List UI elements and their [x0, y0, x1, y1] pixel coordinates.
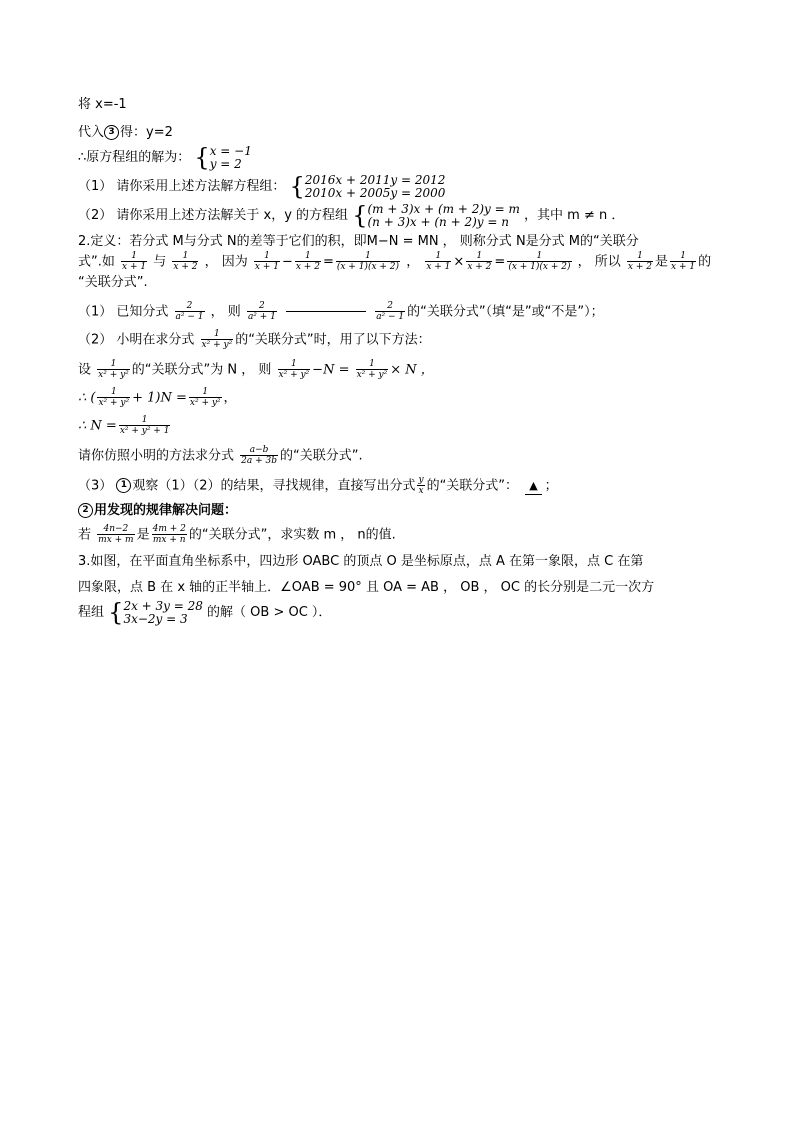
text: 的解（ OB > OC ）． [207, 605, 332, 621]
fraction: $\frac{1}{x + 1}$ [671, 251, 696, 273]
fraction: $\frac{1}{\text{x² + y²}}$ [98, 386, 130, 408]
text-line [78, 274, 728, 292]
text: 2.定义：若分式 M与分式 N的差等于它们的积，即M−N = MN ， 则称分式 N是分式 M的“关联分 [78, 233, 639, 249]
question-line [78, 476, 728, 496]
text: 的“关联分式”为 N ， 则 [131, 362, 272, 378]
fraction: $\frac{1}{\text{x² + y² + 1}}$ [119, 414, 170, 436]
question-line [78, 302, 728, 322]
equation: (m + 3)x + (m + 2)y = m [367, 202, 520, 217]
text: − [281, 254, 293, 270]
text: 将 x=-1 [78, 97, 127, 112]
equation: x = −1 [209, 144, 252, 159]
text: 式”.如 [78, 254, 115, 270]
text: “关联分式”. [78, 275, 148, 291]
text-line [78, 360, 728, 380]
fraction: $\frac{4m + 2}{mx + n}$ [152, 524, 186, 546]
text: 的“关联分式”. [280, 448, 363, 464]
text: ， 因为 [204, 254, 248, 270]
fraction: $\frac{a-b}{2a + 3b}$ [241, 444, 277, 466]
equation: y = 2 [209, 156, 242, 171]
question-line [78, 202, 728, 231]
equation: 2010x + 2005y = 2000 [304, 185, 446, 200]
text-line [78, 446, 728, 466]
fraction: $\frac{1}{\text{x² + y²}}$ [356, 358, 388, 380]
brace-icon: { [289, 172, 305, 201]
text-line [78, 252, 728, 272]
fraction: $\frac{1}{\text{x² + y²}}$ [278, 358, 310, 380]
text: 观察（1）（2）的结果，寻找规律，直接写出分式 [132, 478, 416, 494]
text: ， [223, 390, 237, 406]
text: 得：y=2 [120, 124, 173, 140]
fraction: $\frac{1}{(x + 1)(x + 2)}$ [336, 251, 400, 273]
equation-system [290, 174, 446, 199]
text: （1） 已知分式 [78, 304, 169, 320]
text-line [78, 96, 728, 114]
text: 若 [78, 527, 92, 543]
text: ， [406, 254, 420, 270]
text-line [78, 416, 728, 436]
text: 的“关联分式”，求实数 m ， n的值. [188, 527, 396, 543]
text: ， 则 [210, 304, 241, 320]
document-page [78, 96, 728, 627]
fraction: $\frac{1}{\text{x² + y²}}$ [98, 358, 129, 380]
equation-system [194, 145, 251, 170]
math-text: + 1)N = [132, 390, 187, 406]
math-text: ∴ N = [78, 418, 117, 434]
text: 设 [78, 362, 92, 378]
fraction: $\frac{2}{\text{a² − 1}}$ [376, 300, 405, 322]
fraction: $\frac{1}{x + 2}$ [627, 251, 652, 273]
math-text: × N ， [390, 362, 434, 378]
text: （2） 请你采用上述方法解关于 x，y 的方程组 [78, 208, 349, 224]
fraction: $\frac{4n-2}{mx + m}$ [98, 524, 134, 546]
equation-system [108, 600, 203, 625]
fraction: $\frac{1}{(x + 1)(x + 2)}$ [508, 251, 571, 273]
text: 与 [153, 254, 167, 270]
text: 的“关联分式”时，用了以下方法： [235, 332, 431, 348]
equation: 3x−2y = 3 [123, 611, 188, 626]
text: 的“关联分式”（填“是”或“不是”）； [407, 304, 604, 320]
text-line [78, 579, 728, 597]
text: 的“关联分式”： [426, 478, 519, 494]
math-text: −N = [312, 362, 350, 378]
fraction: $\frac{1}{x + 2}$ [467, 251, 492, 273]
question-line [78, 330, 728, 350]
brace-icon: { [108, 598, 124, 627]
fraction: $\frac{2}{\text{a² − 1}}$ [175, 300, 204, 322]
brace-icon: { [352, 202, 368, 231]
text-line [78, 600, 728, 625]
text: 的 [698, 254, 712, 270]
fraction: $\frac{1}{\text{x² + y²}}$ [201, 328, 233, 350]
text-line [78, 233, 728, 251]
text: 用发现的规律解决问题： [94, 502, 238, 518]
text: （1） 请你采用上述方法解方程组： [78, 179, 286, 195]
circled-number: 3 [104, 125, 119, 140]
fraction: $\frac{1}{x + 1}$ [254, 251, 279, 273]
text: （3） [78, 478, 113, 494]
answer-blank[interactable]: ▲ [525, 479, 541, 495]
math-text: ∴ ( [78, 390, 96, 406]
text: = [322, 254, 334, 270]
text: 是 [655, 254, 669, 270]
text: × [453, 254, 465, 270]
question-line [78, 174, 728, 199]
text-line [78, 145, 728, 170]
text-line [78, 553, 728, 571]
text-line [78, 388, 728, 408]
fraction: $\frac{1}{x + 2}$ [295, 251, 320, 273]
text: ， 所以 [577, 254, 621, 270]
text: 请你仿照小明的方法求分式 [78, 448, 235, 464]
fraction: $\frac{1}{\text{x² + y²}}$ [189, 386, 221, 408]
text-line [78, 502, 728, 520]
circled-number: 1 [116, 478, 131, 493]
fraction: $\frac{1}{x + 2}$ [173, 251, 198, 273]
text: ∴原方程组的解为： [78, 150, 191, 166]
text: 3.如图，在平面直角坐标系中，四边形 OABC 的顶点 O 是坐标原点，点 A 在第一象限，点 C 在第 [78, 554, 644, 570]
text: 四象限，点 B 在 x 轴的正半轴上．∠OAB = 90° 且 OA = AB ， OB ， OC 的长分别是二元一次方 [78, 579, 655, 595]
equation-system [352, 202, 520, 231]
equation: (n + 3)x + (n + 2)y = n [367, 215, 509, 230]
text: ； [544, 478, 558, 494]
text: ，其中 m ≠ n ． [524, 208, 625, 224]
text: 是 [136, 527, 150, 543]
fraction: $\frac{y}{x}$ [418, 474, 424, 496]
circled-number: 2 [78, 503, 93, 518]
fraction: $\frac{1}{x + 1}$ [122, 251, 147, 273]
brace-icon: { [194, 143, 210, 172]
text: = [494, 254, 506, 270]
fraction: $\frac{1}{x + 1}$ [426, 251, 451, 273]
text: （2） 小明在求分式 [78, 332, 195, 348]
answer-blank[interactable] [286, 311, 366, 312]
fraction: $\frac{2}{\text{a² + 1}}$ [247, 300, 276, 322]
text: 代入 [78, 124, 105, 140]
text-line [78, 525, 728, 545]
equation: 2016x + 2011y = 2012 [304, 173, 446, 188]
text-line [78, 124, 728, 142]
equation: 2x + 3y = 28 [123, 599, 203, 614]
text: 程组 [78, 605, 105, 621]
